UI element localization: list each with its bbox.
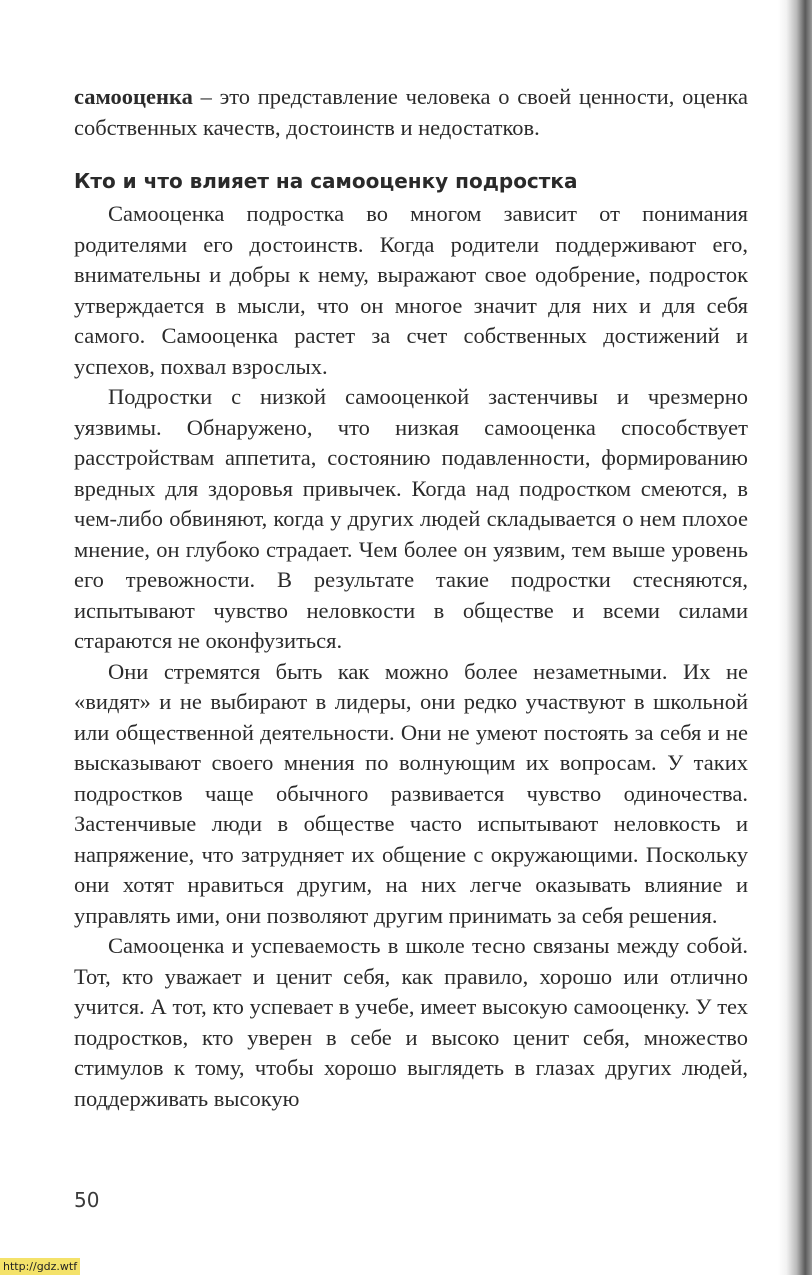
definition-text: – это представление человека о своей ценности, оценка собственных качеств, достоинств и недостатков. — [74, 84, 748, 140]
definition-paragraph — [74, 82, 748, 143]
watermark-link[interactable]: http://gdz.wtf — [0, 1258, 80, 1275]
page-content — [74, 82, 748, 1114]
paragraph-3: Они стремятся быть как можно более незаметными. Их не «видят» и не выбирают в лидеры, они редко участвуют в школьной или общественной деятельности. Они не умеют постоять за себя и не высказывают своего мнения по волнующим их вопросам. У таких подростков чаще обычного развивается чувство одиночества. Застенчивые люди в обществе часто испытывают неловкость и напряжение, что затрудняет их общение с окружающими. Поскольку они хотят нравиться другим, на них легче оказывать влияние и управлять ими, они позволяют другим принимать за себя решения. — [74, 658, 748, 928]
paragraph-1: Самооценка подростка во многом зависит от понимания родителями его достоинств. Когда родители поддерживают его, внимательны и добры к нему, выражают свое одобрение, подросток утверждается в мысли, что он многое значит для них и для себя самого. Самооценка растет за счет собственных достижений и успехов, похвал взрослых. — [74, 201, 748, 379]
section-heading: Кто и что влияет на самооценку подростка — [74, 169, 578, 193]
book-page-edge — [778, 0, 812, 1275]
page-number: 50 — [74, 1188, 100, 1212]
definition-term: самооценка — [74, 84, 193, 109]
paragraph-4: Самооценка и успеваемость в школе тесно связаны между собой. Тот, кто уважает и ценит себя, как правило, хорошо или отлично учится. А тот, кто успевает в учебе, имеет высокую самооценку. У тех подростков, кто уверен в себе и высоко ценит себя, множество стимулов к тому, чтобы хорошо выглядеть в глазах других людей, поддерживать высокую — [74, 933, 748, 1111]
paragraph-2: Подростки с низкой самооценкой застенчивы и чрезмерно уязвимы. Обнаружено, что низкая самооценка способствует расстройствам аппетита, состоянию подавленности, формированию вредных для здоровья привычек. Когда над подростком смеются, в чем-либо обвиняют, когда у других людей складывается о нем плохое мнение, он глубоко страдает. Чем более он уязвим, тем выше уровень его тревожности. В результате такие подростки стесняются, испытывают чувство неловкости в обществе и всеми силами стараются не оконфузиться. — [74, 384, 748, 653]
